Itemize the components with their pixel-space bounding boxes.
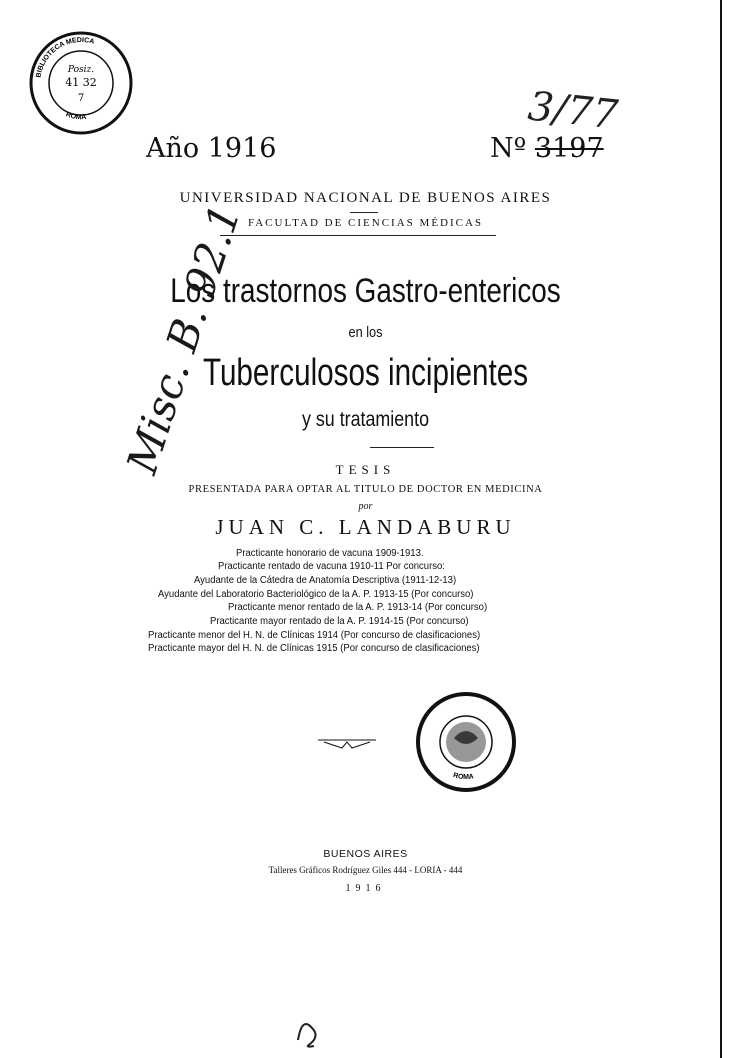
divider — [220, 235, 496, 236]
title-line-1: Los trastornos Gastro-entericos — [170, 272, 561, 310]
university-name: UNIVERSIDAD NACIONAL DE BUENOS AIRES — [179, 190, 552, 206]
credential-line: Practicante rentado de vacuna 1910-11 Por concurso: — [218, 561, 445, 572]
faculty-seal-icon — [412, 688, 520, 796]
credential-line: Practicante menor rentado de la A. P. 1913-14 (Por concurso) — [228, 602, 488, 613]
svg-text:ROMA: ROMA — [64, 111, 87, 122]
ornament-icon — [318, 738, 376, 750]
number-value: 3197 — [534, 133, 604, 164]
margin-note-text: Misc. B. 92.1 — [117, 198, 251, 480]
thesis-by: por — [358, 501, 373, 512]
credential-line: Practicante mayor del H. N. de Clínicas 1915 (Por concurso de clasificaciones) — [148, 643, 480, 654]
number-prefix: Nº — [490, 133, 527, 164]
catalog-number — [490, 133, 604, 164]
imprint-year: 1916 — [345, 883, 386, 894]
svg-text:BIBLIOTECA MEDICA: BIBLIOTECA MEDICA — [35, 36, 96, 79]
imprint-printer: Talleres Gráficos Rodríguez Giles 444 - LORIA - 444 — [268, 865, 463, 875]
svg-text:7: 7 — [77, 93, 85, 104]
divider — [370, 447, 434, 448]
year-label: Año 1916 — [146, 133, 277, 164]
scan-edge — [720, 0, 722, 1058]
handwritten-number: 3/77 — [525, 83, 620, 139]
divider — [350, 212, 378, 213]
credential-line: Ayudante de la Cátedra de Anatomía Descriptiva (1911-12-13) — [194, 575, 457, 586]
svg-text:Posiz.: Posiz. — [67, 65, 95, 75]
credential-line: Practicante mayor rentado de la A. P. 1914-15 (Por concurso) — [210, 616, 469, 627]
credential-line: Practicante menor del H. N. de Clínicas 1914 (Por concurso de clasificaciones) — [148, 630, 481, 641]
credential-line: Ayudante del Laboratorio Bacteriológico de la A. P. 1913-15 (Por concurso) — [158, 589, 474, 600]
thesis-label: TESIS — [335, 462, 396, 477]
svg-text:41 32: 41 32 — [65, 76, 97, 89]
title-line-3: Tuberculosos incipientes — [202, 352, 529, 394]
title-line-4: y su tratamiento — [302, 408, 429, 431]
faculty-name: FACULTAD DE CIENCIAS MÉDICAS — [247, 217, 484, 229]
thesis-presented: PRESENTADA PARA OPTAR AL TITULO DE DOCTOR EN MEDICINA — [188, 484, 543, 495]
author-name: JUAN C. LANDABURU — [215, 515, 516, 539]
title-line-2: en los — [348, 324, 383, 341]
credential-line: Practicante honorario de vacuna 1909-1913. — [236, 548, 424, 559]
scribble-icon — [292, 1010, 328, 1050]
imprint-city: BUENOS AIRES — [323, 848, 408, 860]
svg-text:ROMA: ROMA — [452, 771, 475, 782]
